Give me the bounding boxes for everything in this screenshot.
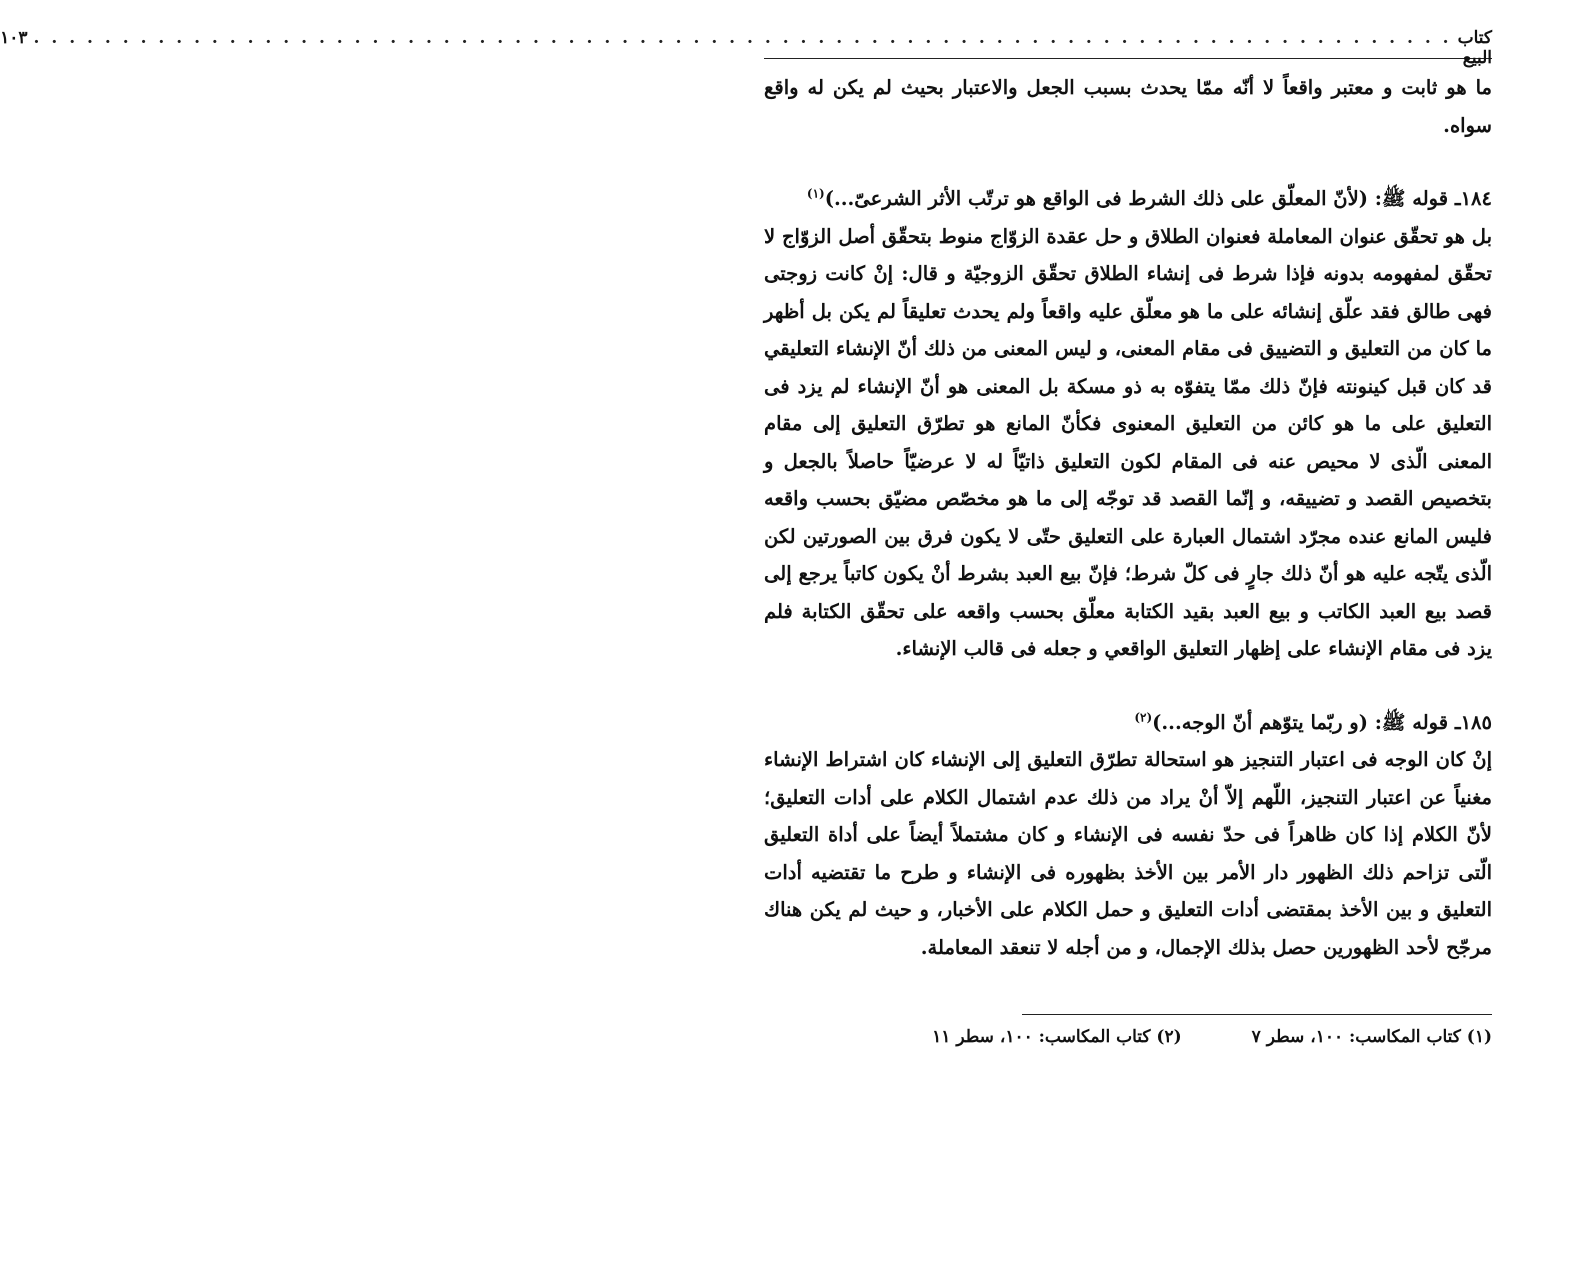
leader-dots: . . . . . . . . . . . . . . . . . . . . . . . . . . . . . . . . . . . . . . . . . . . . . . . . . . . . . . . . . . . . . . . . . . . . . . . . . . . . . . . . xyxy=(33,28,1452,48)
book-title: كتاب البيع xyxy=(1457,28,1492,68)
footnote-rule xyxy=(1022,1014,1492,1015)
section-185-body: إنْ كان الوجه فى اعتبار التنجيز هو استحالة تطرّق التعليق إلى الإنشاء كان اشتراط الإنشاء مغنياً عن اعتبار التنجيز، اللّهم إلاّ أنْ يراد من ذلك عدم اشتمال الكلام على أدات التعليق؛ لأنّ الكلام إذا كان ظاهراً فى حدّ نفسه فى الإنشاء و كان مشتملاً أيضاً على أداة التعليق الّتى تزاحم ذلك الظهور دار الأمر بين الأخذ بظهوره فى الإنشاء و طرح ما تقتضيه أدات التعليق و بين الأخذ بمقتضى أدات التعليق و حمل الكلام على الأخبار، و حيث لم يكن هناك مرجّح لأحد الظهورين حصل بذلك الإجمال، و من أجله لا تنعقد المعاملة. xyxy=(764,748,1492,959)
continuation-paragraph: ما هو ثابت و معتبر واقعاً لا أنّه ممّا يحدث بسبب الجعل والاعتبار بحيث لم يكن له واقع سواه. xyxy=(764,76,1492,137)
footnotes xyxy=(764,1027,1492,1047)
section-185-heading xyxy=(764,704,1492,742)
page-number: ١٠٣ xyxy=(0,28,28,48)
footnote-ref-1: (١) xyxy=(806,186,825,201)
running-header xyxy=(0,28,1492,68)
footnote-ref-2: (٢) xyxy=(1134,710,1153,724)
document-page xyxy=(0,28,1492,1047)
section-184-heading-text: ١٨٤ـ قوله ﷺ: (لأنّ المعلّق على ذلك الشرط فى الواقع هو ترتّب الأثر الشرعىّ...) xyxy=(824,187,1492,210)
footnote-1: (١) كتاب المكاسب: ١٠٠، سطر ٧ xyxy=(1251,1027,1492,1047)
section-184-body: بل هو تحقّق عنوان المعاملة فعنوان الطلاق و حل عقدة الزوّاج منوط بتحقّق أصل الزوّاج لا تحقّق لمفهومه بدونه فإذا شرط فى إنشاء الطلاق تحقّق الزوجيّة و قال: إنْ كانت زوجتى فهى طالق فقد علّق إنشائه على ما هو معلّق عليه واقعاً ولم يحدث تعليقاً لم يكن بل أظهر ما كان من التعليق و التضييق فى مقام المعنى، و ليس المعنى من ذلك أنّ الإنشاء التعليقي قد كان قبل كينونته فإنّ ذلك ممّا يتفوّه به ذو مسكة بل المعنى هو أنّ الإنشاء لم يزد فى التعليق على ما هو كائن من التعليق المعنوى فكأنّ المانع هو تطرّق التعليق إلى مقام المعنى الّذى لا محيص عنه فى المقام لكون التعليق ذاتيّاً له لا عرضيّاً حاصلاً بالجعل و بتخصيص القصد و تضييقه، و إنّما القصد قد توجّه إلى ما هو مخصّص مضيّق بحسب واقعه فليس المانع عنده مجرّد اشتمال العبارة على التعليق حتّى لا يكون فرق بين الصورتين لكن الّذى يتّجه عليه هو أنّ ذلك جارٍ فى كلّ شرط؛ فإنّ بيع العبد بشرط أنْ يكون كاتباً يرجع إلى قصد بيع العبد الكاتب و بيع العبد بقيد الكتابة معلّق بحسب واقعه على تحقّق الكتابة فلم يزد فى مقام الإنشاء على إظهار التعليق الواقعي و جعله فى قالب الإنشاء. xyxy=(764,224,1492,660)
section-184-heading xyxy=(764,180,1492,218)
section-185-heading-text: ١٨٥ـ قوله ﷺ: (و ربّما يتوّهم أنّ الوجه...) xyxy=(1152,710,1492,734)
footnote-2: (٢) كتاب المكاسب: ١٠٠، سطر ١١ xyxy=(932,1027,1182,1047)
